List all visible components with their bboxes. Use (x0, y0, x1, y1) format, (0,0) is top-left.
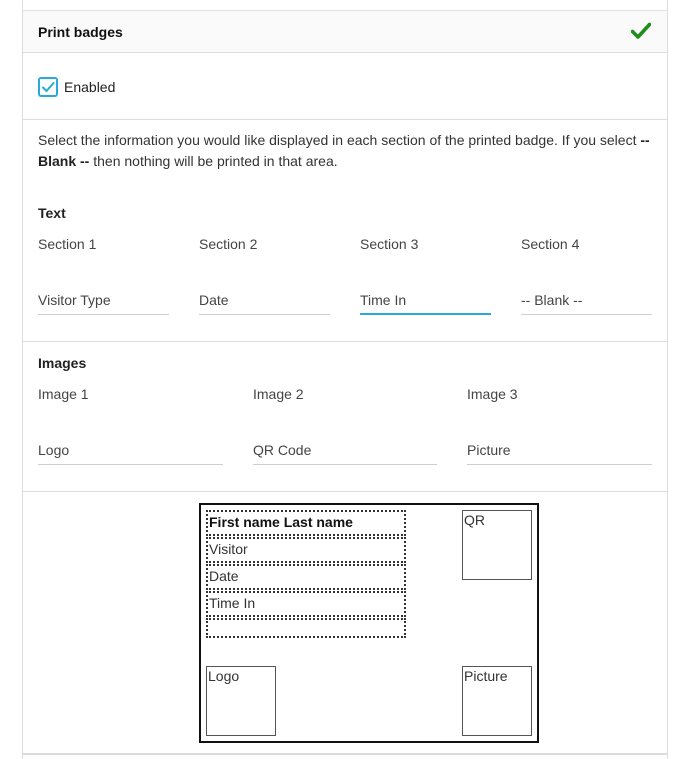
image-2-label: Image 2 (253, 386, 304, 402)
image-2-select[interactable]: QR Code (253, 435, 437, 465)
section-3-select[interactable]: Time In (360, 285, 491, 315)
preview-section-3: Time In (206, 591, 406, 617)
card-bottom-edge (22, 754, 668, 759)
enabled-label: Enabled (64, 79, 116, 95)
section-3-label: Section 3 (360, 236, 419, 252)
checkmark-icon (41, 80, 55, 94)
images-group-title: Images (38, 355, 87, 371)
section-4-select[interactable]: -- Blank -- (521, 285, 652, 315)
preview-qr-box: QR (462, 510, 532, 580)
card-top-edge (22, 0, 668, 10)
preview-logo-box: Logo (206, 666, 276, 736)
card-header[interactable] (23, 11, 667, 53)
preview-picture-box: Picture (462, 666, 532, 736)
preview-name-line: First name Last name (206, 510, 406, 536)
header-title: Print badges (38, 24, 123, 40)
text-group-title: Text (38, 205, 66, 221)
badge-preview (199, 503, 539, 743)
section-2-label: Section 2 (199, 236, 258, 252)
preview-section-4 (206, 618, 406, 638)
print-badges-card (22, 10, 668, 754)
section-1-label: Section 1 (38, 236, 97, 252)
instructions-text: Select the information you would like displayed in each section of the printed badge. If you select -- Blank -- then nothing will be printed in that area. (38, 132, 650, 169)
divider (23, 341, 667, 342)
enabled-toggle[interactable] (38, 77, 115, 97)
divider (23, 119, 667, 120)
section-1-select[interactable]: Visitor Type (38, 285, 169, 315)
section-2-select[interactable]: Date (199, 285, 330, 315)
divider (23, 491, 667, 492)
section-4-label: Section 4 (521, 236, 580, 252)
image-1-select[interactable]: Logo (38, 435, 223, 465)
image-3-select[interactable]: Picture (467, 435, 652, 465)
image-1-label: Image 1 (38, 386, 89, 402)
preview-section-2: Date (206, 564, 406, 590)
check-icon (631, 22, 651, 40)
image-3-label: Image 3 (467, 386, 518, 402)
enabled-checkbox[interactable] (38, 77, 58, 97)
preview-section-1: Visitor (206, 537, 406, 563)
